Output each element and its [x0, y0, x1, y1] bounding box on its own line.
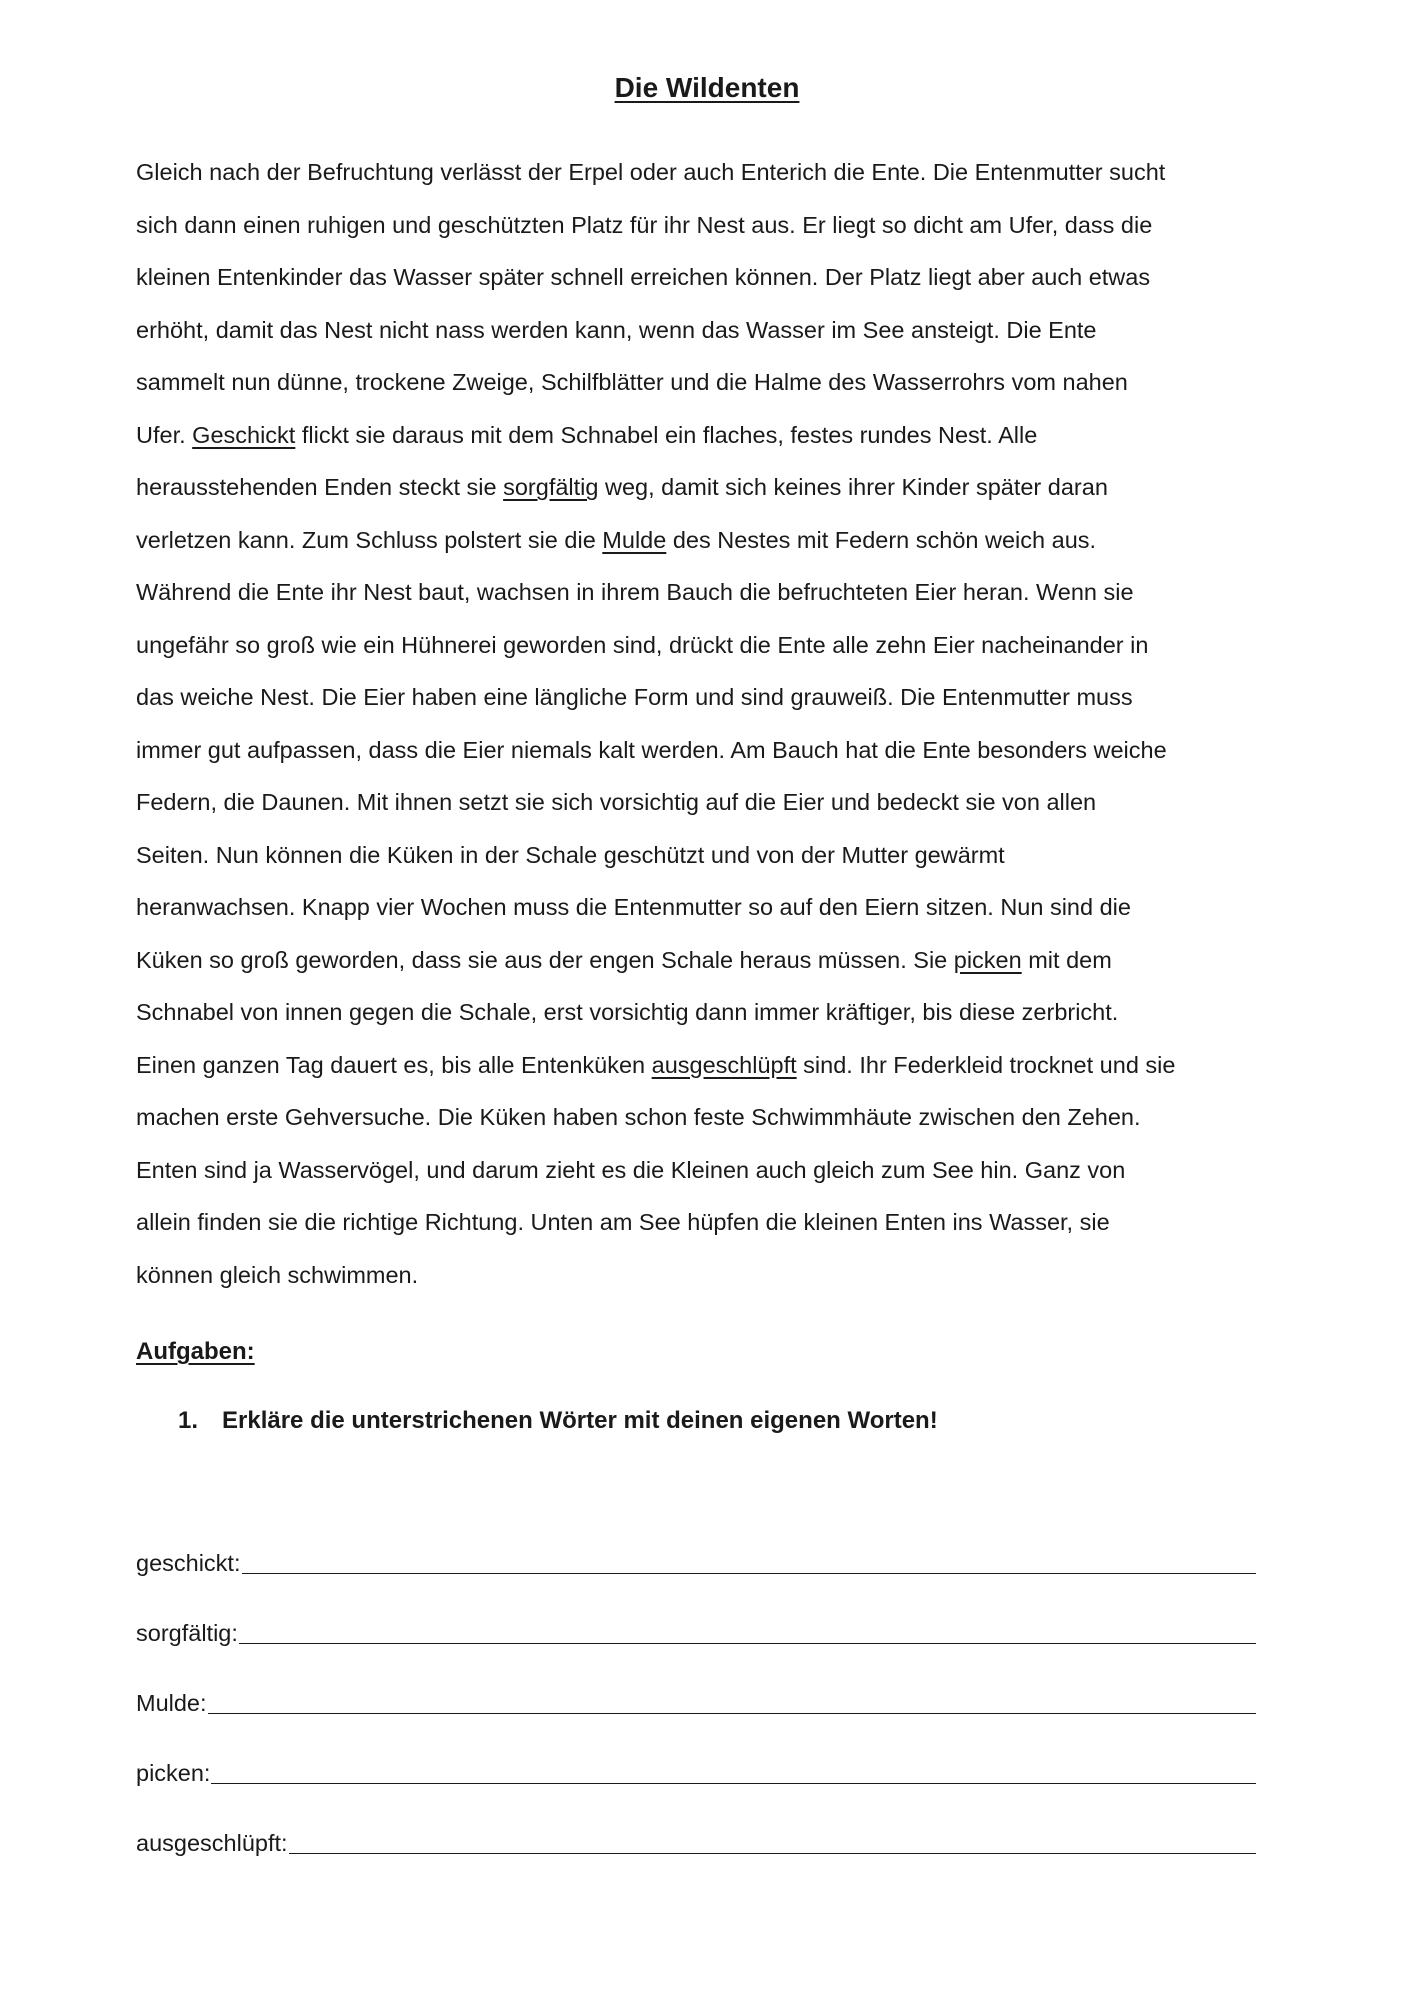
underlined-word: sorgfältig: [503, 474, 599, 500]
answer-row-sorgfaeltig: [136, 1580, 1256, 1650]
answer-row-geschickt: [136, 1510, 1256, 1580]
story-line: [136, 619, 1296, 672]
story-text-segment: allein finden sie die richtige Richtung. Unten am See hüpfen die kleinen Enten ins Wasser, sie: [136, 1209, 1110, 1235]
underlined-word: Mulde: [602, 526, 667, 553]
story-text-segment: sich dann einen ruhigen und geschützten Platz für ihr Nest aus. Er liegt so dicht am Ufer, dass die: [136, 211, 1153, 238]
page-title: [0, 68, 1414, 108]
task-1-text: Erkläre die unterstrichenen Wörter mit deinen eigenen Worten!: [222, 1407, 938, 1434]
story-line: [136, 566, 1296, 619]
story-text-segment: Küken so groß geworden, dass sie aus der engen Schale heraus müssen. Sie: [136, 946, 954, 973]
answer-label: geschickt:: [136, 1550, 241, 1576]
story-text-segment: Seiten. Nun können die Küken in der Schale geschützt und von der Mutter gewärmt: [136, 841, 1005, 868]
answer-row-ausgeschluepft: [136, 1790, 1256, 1860]
story-text-segment: das weiche Nest. Die Eier haben eine längliche Form und sind grauweiß. Die Entenmutter muss: [136, 684, 1133, 710]
story-line: [136, 146, 1296, 199]
story-text-segment: heranwachsen. Knapp vier Wochen muss die Entenmutter so auf den Eiern sitzen. Nun sind die: [136, 894, 1131, 920]
story-text-segment: herausstehenden Enden steckt sie: [136, 474, 504, 500]
answer-label: Mulde:: [136, 1690, 207, 1716]
story-text-segment: sammelt nun dünne, trockene Zweige, Schilfblätter und die Halme des Wasserrohrs vom nahen: [136, 369, 1128, 395]
story-text-segment: Während die Ente ihr Nest baut, wachsen in ihrem Bauch die befruchteten Eier heran. Wenn sie: [136, 579, 1134, 605]
story-text-segment: verletzen kann. Zum Schluss polstert sie die: [136, 526, 603, 553]
story-text-segment: machen erste Gehversuche. Die Küken haben schon feste Schwimmhäute zwischen den Zehen.: [136, 1104, 1141, 1130]
story-line: [136, 776, 1296, 829]
story-line: [136, 724, 1296, 777]
answer-row-picken: [136, 1720, 1256, 1790]
task-1-number: 1.: [178, 1407, 199, 1434]
story-line: [136, 304, 1296, 357]
story-text-segment: können gleich schwimmen.: [136, 1261, 419, 1288]
story-text-segment: Ufer.: [136, 421, 193, 448]
underlined-word: Geschickt: [192, 421, 296, 448]
story-line: [136, 251, 1296, 304]
story-text-segment: Enten sind ja Wasservögel, und darum zieht es die Kleinen auch gleich zum See hin. Ganz von: [136, 1156, 1126, 1183]
story-line: [136, 671, 1296, 724]
underlined-word: picken: [953, 946, 1022, 973]
story-text-segment: flickt sie daraus mit dem Schnabel ein flaches, festes rundes Nest. Alle: [295, 421, 1038, 448]
story-text-segment: Gleich nach der Befruchtung verlässt der Erpel oder auch Enterich die Ente. Die Entenmutter sucht: [136, 159, 1166, 185]
story-line: [136, 881, 1296, 934]
underlined-word: ausgeschlüpft: [651, 1051, 797, 1078]
story-text-segment: weg, damit sich keines ihrer Kinder später daran: [598, 474, 1108, 500]
answer-label: sorgfältig:: [136, 1620, 238, 1646]
story-text-segment: des Nestes mit Federn schön weich aus.: [666, 526, 1097, 553]
page-title-text: Die Wildenten: [614, 72, 800, 103]
story-text-segment: Schnabel von innen gegen die Schale, erst vorsichtig dann immer kräftiger, bis diese zerbricht.: [136, 999, 1119, 1025]
answer-blank-line[interactable]: [289, 1827, 1256, 1854]
answer-blank-line[interactable]: [242, 1547, 1257, 1574]
story-line: [136, 199, 1296, 252]
story-text-segment: erhöht, damit das Nest nicht nass werden kann, wenn das Wasser im See ansteigt. Die Ente: [136, 316, 1097, 343]
answer-label: ausgeschlüpft:: [136, 1830, 288, 1856]
task-1: [178, 1404, 938, 1438]
story-text-segment: ungefähr so groß wie ein Hühnerei geworden sind, drückt die Ente alle zehn Eier nacheinander in: [136, 631, 1149, 658]
story-line: [136, 934, 1296, 987]
story-text-segment: kleinen Entenkinder das Wasser später schnell erreichen können. Der Platz liegt aber auch etwas: [136, 264, 1151, 290]
story-text-segment: mit dem: [1021, 946, 1112, 973]
story-text-segment: immer gut aufpassen, dass die Eier niemals kalt werden. Am Bauch hat die Ente besonders weiche: [136, 736, 1167, 763]
story-line: [136, 356, 1296, 409]
answer-label: picken:: [136, 1760, 211, 1786]
answer-lines: [136, 1510, 1256, 1860]
story-text-segment: Federn, die Daunen. Mit ihnen setzt sie sich vorsichtig auf die Eier und bedeckt sie von allen: [136, 789, 1097, 815]
story-text: [136, 146, 1296, 1301]
story-line: [136, 986, 1296, 1039]
story-line: [136, 1196, 1296, 1249]
story-text-segment: Einen ganzen Tag dauert es, bis alle Entenküken: [136, 1051, 652, 1078]
story-text-segment: sind. Ihr Federkleid trocknet und sie: [796, 1051, 1176, 1078]
story-line: [136, 1039, 1296, 1092]
story-line: [136, 1249, 1296, 1302]
story-line: [136, 1144, 1296, 1197]
story-line: [136, 514, 1296, 567]
answer-blank-line[interactable]: [239, 1617, 1256, 1644]
answer-blank-line[interactable]: [211, 1757, 1256, 1784]
answer-blank-line[interactable]: [208, 1687, 1256, 1714]
story-line: [136, 461, 1296, 514]
story-line: [136, 829, 1296, 882]
story-line: [136, 1091, 1296, 1144]
tasks-heading: Aufgaben:: [136, 1338, 255, 1365]
story-line: [136, 409, 1296, 462]
answer-row-mulde: [136, 1650, 1256, 1720]
